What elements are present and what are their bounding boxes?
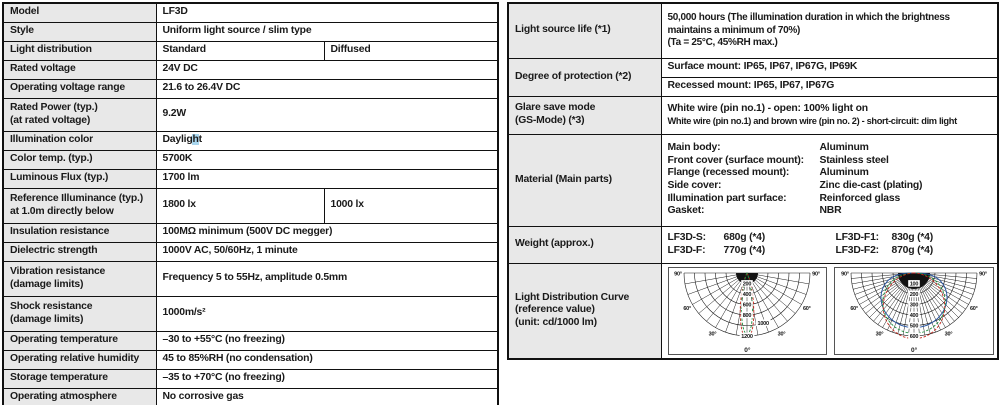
selected-text: h [192,134,199,146]
spec-label-line: (unit: cd/1000 lm) [515,317,597,329]
spec-row [508,96,998,134]
material-value: NBR [819,205,842,217]
spec-row-label [3,22,156,41]
svg-text:1000: 1000 [757,320,770,327]
spec-row [3,3,498,22]
spec-row [3,188,498,223]
spec-row [508,134,998,226]
spec-value: No corrosive gas [156,388,498,405]
spec-value: 45 to 85%RH (no condensation) [156,350,498,369]
spec-row [3,369,498,388]
material-part: Gasket: [667,205,705,217]
spec-value [661,96,998,134]
material-line [668,142,995,155]
spec-value [661,134,998,226]
spec-row [3,150,498,169]
spec-label-line: Operating temperature [10,334,118,346]
svg-text:60°: 60° [683,305,692,312]
material-value: Stainless steel [819,154,889,166]
spec-row-label [3,388,156,405]
spec-row-label [508,263,661,359]
svg-text:400: 400 [909,312,919,319]
svg-text:100: 100 [909,281,919,288]
spec-row-label [3,131,156,150]
svg-text:30°: 30° [778,331,786,338]
spec-value: Surface mount: IP65, IP67, IP67G, IP69K [661,58,998,77]
spec-label-line: Operating voltage range [10,82,125,94]
material-line [668,167,995,180]
spec-row [3,131,498,150]
svg-text:200: 200 [743,281,752,288]
spec-label-line: Model [10,6,40,18]
svg-text:60°: 60° [803,305,812,312]
value-line: (Ta = 25°C, 45%RH max.) [667,36,778,48]
spec-row [3,22,498,41]
spec-row-label [508,96,661,134]
spec-row-label [508,3,661,58]
weight-model: LF3D-F: [667,244,706,256]
spec-row [3,331,498,350]
spec-label-line: Vibration resistance [10,265,106,277]
weight-grid [668,232,995,257]
spec-row-label [3,3,156,22]
material-line [668,193,995,206]
spec-row-label [3,331,156,350]
spec-row-label [508,58,661,96]
svg-text:90°: 90° [979,271,987,278]
spec-value [156,131,498,150]
svg-text:400: 400 [743,291,752,298]
spec-row-label [3,60,156,79]
svg-text:1200: 1200 [741,333,754,340]
value-line: White wire (pin no.1) and brown wire (pin no. 2) - short-circuit: dim light [667,115,957,126]
spec-label-line: Degree of protection (*2) [515,70,632,82]
svg-text:60°: 60° [850,305,859,312]
material-value: Aluminum [819,141,869,153]
spec-label-line: Illumination color [10,134,93,146]
svg-text:300: 300 [909,302,919,309]
spec-label-line: Luminous Flux (typ.) [10,172,109,184]
material-part: Main body: [667,141,721,153]
light-distribution-charts [668,267,995,355]
spec-value: LF3D [156,3,498,22]
spec-row [3,242,498,261]
spec-row-label [3,350,156,369]
spec-row-label [3,369,156,388]
spec-label-line: Style [10,25,34,37]
spec-value: –30 to +55°C (no freezing) [156,331,498,350]
spec-value: 1000m/s² [156,296,498,331]
spec-value: 1000 lx [324,188,498,223]
spec-label-line: at 1.0m directly below [10,205,114,217]
left-spec-table [2,2,499,405]
spec-label-line: Color temp. (typ.) [10,153,93,165]
polar-chart-svg [837,269,991,347]
spec-value [661,3,998,58]
spec-label-line: (GS-Mode) (*3) [515,115,585,126]
spec-row [3,223,498,242]
spec-label-line: Storage temperature [10,372,108,384]
spec-label-line: (at rated voltage) [10,114,91,126]
spec-value: Uniform light source / slim type [156,22,498,41]
material-part: Front cover (surface mount): [667,154,804,166]
svg-text:30°: 30° [944,331,953,338]
weight-value: 770g (*4) [723,244,766,256]
weight-column [668,232,836,257]
spec-value: 21.6 to 26.4V DC [156,79,498,98]
svg-text:90°: 90° [812,271,821,278]
svg-text:500: 500 [909,323,919,330]
material-value: Aluminum [819,167,869,179]
spec-value: 9.2W [156,98,498,131]
spec-row-label [3,169,156,188]
spec-label-line: Glare save mode [515,102,596,114]
spec-label-line: Reference Illuminance (typ.) [10,192,143,204]
spec-row [508,58,998,77]
spec-value: Recessed mount: IP65, IP67, IP67G [661,77,998,96]
spec-label-line: Insulation resistance [10,226,110,238]
spec-row [3,60,498,79]
spec-label-line: Shock resistance [10,300,93,312]
value-line: White wire (pin no.1) - open: 100% light on [667,102,868,114]
spec-row [3,296,498,331]
svg-text:60°: 60° [970,305,978,312]
weight-value: 830g (*4) [891,231,934,243]
material-line [668,155,995,168]
spec-row [3,388,498,405]
material-part: Illumination part surface: [667,192,787,204]
spec-row-label [3,223,156,242]
spec-label-line: (damage limits) [10,313,84,325]
weight-model: LF3D-F1: [835,231,879,243]
weight-line [668,232,836,245]
spec-value: 24V DC [156,60,498,79]
spec-label-line: Light distribution [10,44,92,56]
svg-text:200: 200 [909,291,919,298]
spec-label-line: Material (Main parts) [515,173,612,185]
material-line [668,205,995,218]
svg-text:90°: 90° [841,271,849,278]
chart-box-diffused [834,267,994,355]
material-line [668,180,995,193]
weight-model: LF3D-F2: [835,244,879,256]
spec-value: 5700K [156,150,498,169]
spec-row [3,98,498,131]
svg-text:600: 600 [909,333,919,340]
spec-row [508,226,998,263]
spec-row-label [3,242,156,261]
material-value: Reinforced glass [819,192,901,204]
spec-label-line: Operating relative humidity [10,353,140,365]
zero-degree-label: 0° [744,346,751,354]
spec-label-line: (damage limits) [10,278,84,290]
value-text: Daylig [162,134,193,146]
spec-value: Standard [156,41,324,60]
spec-label-line: Operating atmosphere [10,390,117,402]
svg-text:600: 600 [743,302,752,309]
spec-label-line: Weight (approx.) [515,238,594,250]
spec-label-line: Light source life (*1) [515,24,611,36]
spec-label-line: Rated voltage [10,63,76,75]
spec-row [3,79,498,98]
zero-degree-label: 0° [911,346,918,354]
spec-row-label [3,188,156,223]
spec-value: Diffused [324,41,498,60]
weight-model: LF3D-S: [667,231,706,243]
spec-row-label [3,41,156,60]
weight-line [836,232,999,245]
spec-label-line: Rated Power (typ.) [10,101,98,113]
spec-row-label [3,79,156,98]
value-line: 50,000 hours (The illumination duration in which the brightness [667,12,950,24]
chart-box-standard [668,267,828,355]
spec-value: Frequency 5 to 55Hz, amplitude 0.5mm [156,261,498,296]
spec-row [508,263,998,359]
spec-row-label [508,134,661,226]
weight-line [668,245,836,258]
svg-text:30°: 30° [875,331,884,338]
weight-column [836,232,999,257]
spec-value [661,226,998,263]
weight-value: 680g (*4) [723,231,766,243]
spec-label-line: Light Distribution Curve [515,291,630,303]
right-spec-table [507,2,999,360]
material-value: Zinc die-cast (plating) [819,180,923,191]
spec-value: 1700 lm [156,169,498,188]
spec-row [3,261,498,296]
polar-chart-svg [670,269,824,347]
spec-value: –35 to +70°C (no freezing) [156,369,498,388]
svg-text:800: 800 [743,312,752,319]
svg-text:30°: 30° [709,331,717,338]
spec-value: 1000V AC, 50/60Hz, 1 minute [156,242,498,261]
material-part: Flange (recessed mount): [667,167,790,179]
spec-row [3,41,498,60]
svg-text:90°: 90° [674,271,683,278]
spec-value: 100MΩ minimum (500V DC megger) [156,223,498,242]
weight-line [836,245,999,258]
spec-value: 1800 lx [156,188,324,223]
spec-row-label [3,98,156,131]
spec-row-label [508,226,661,263]
spec-row-label [3,261,156,296]
spec-label-line: (reference value) [515,304,595,316]
weight-value: 870g (*4) [891,244,934,256]
value-text: t [198,134,202,146]
spec-row [3,350,498,369]
spec-value [661,263,998,359]
spec-row-label [3,150,156,169]
spec-row [3,169,498,188]
value-line: maintains a minimum of 70%) [667,24,800,36]
spec-label-line: Dielectric strength [10,245,98,257]
spec-row-label [3,296,156,331]
spec-row [508,3,998,58]
material-part: Side cover: [667,180,722,191]
